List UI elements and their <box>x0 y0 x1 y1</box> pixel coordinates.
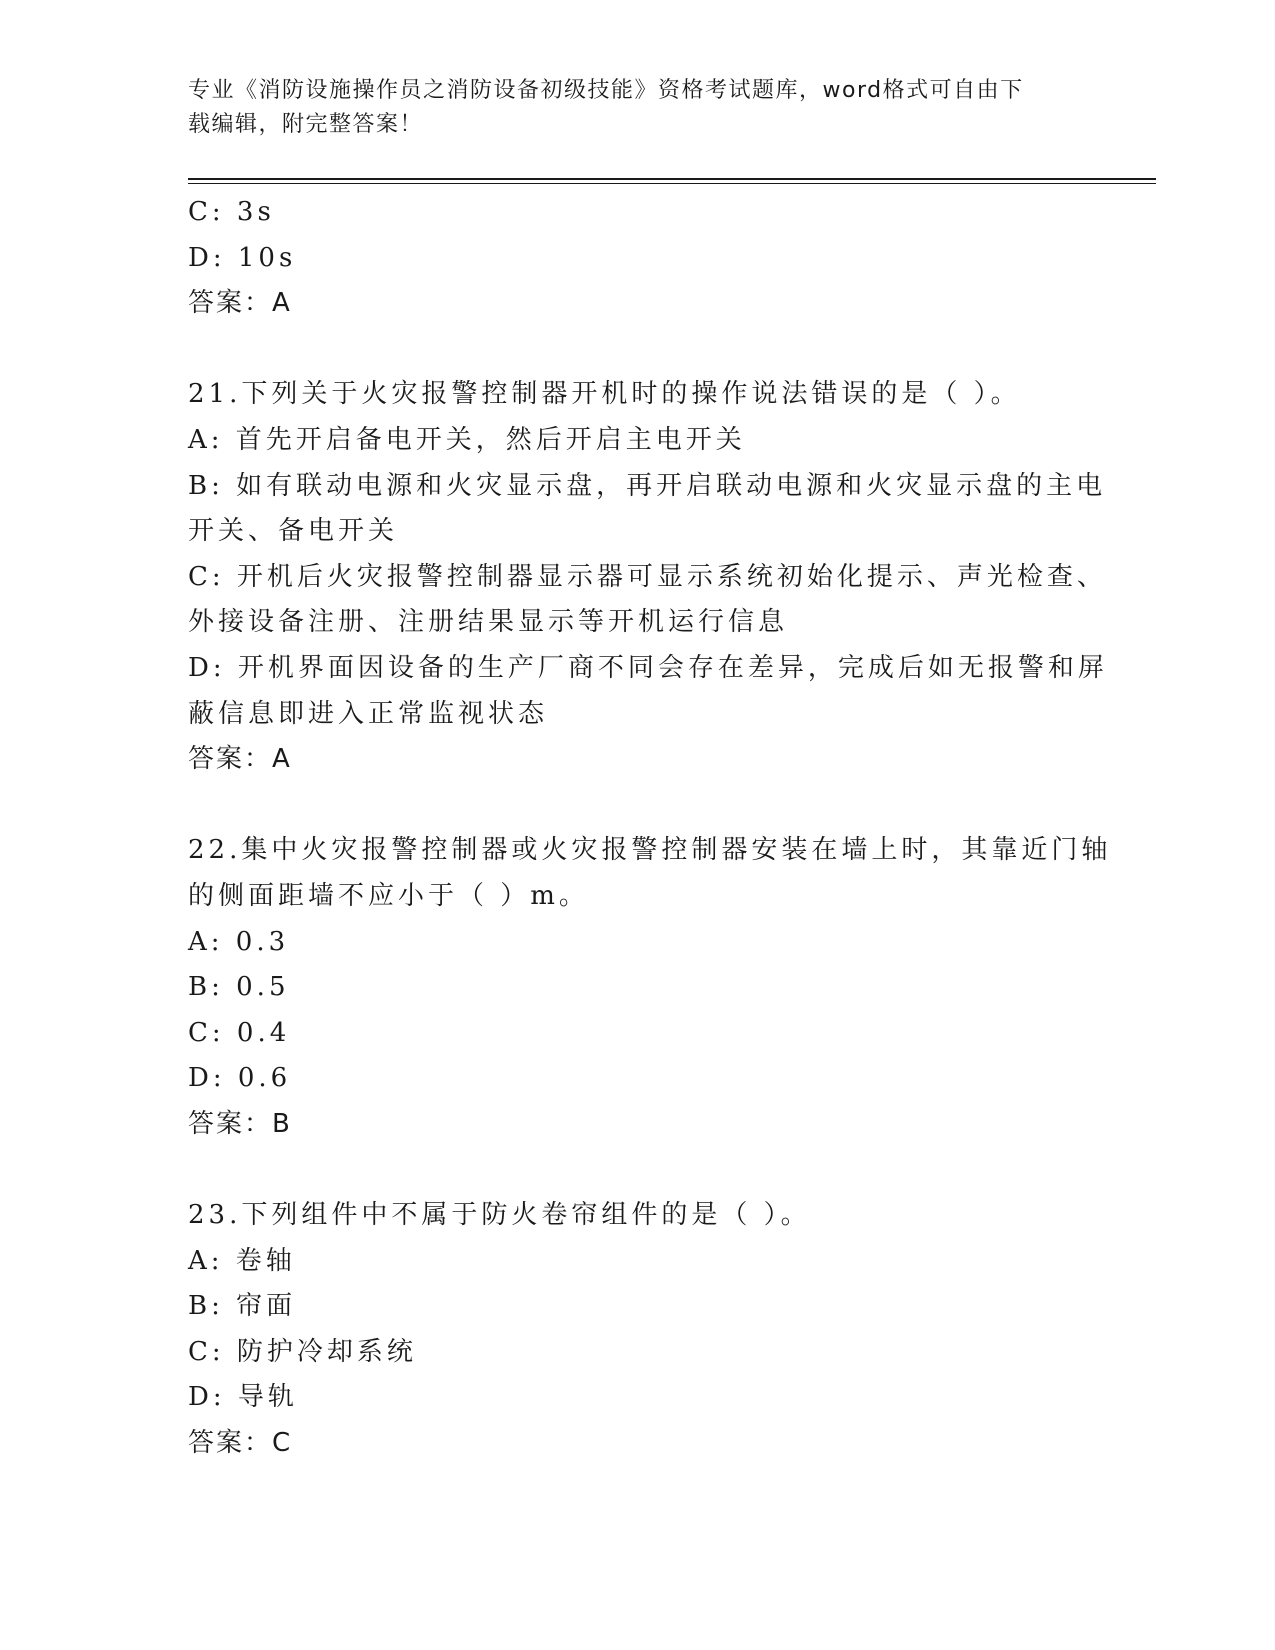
option-line: A: 首先开启备电开关，然后开启主电开关 <box>188 424 746 455</box>
option-line: C: 防护冷却系统 <box>188 1336 417 1367</box>
header-divider-thin <box>188 183 1156 184</box>
document-header <box>188 74 1078 142</box>
option-line: A: 卷轴 <box>188 1245 296 1276</box>
question-content <box>188 190 1112 1467</box>
option-line: D: 导轨 <box>188 1382 298 1413</box>
question-stem: 23.下列组件中不属于防火卷帘组件的是（ ）。 <box>188 1200 811 1231</box>
option-line: C: 3s <box>188 197 275 227</box>
header-divider-thick <box>188 178 1156 180</box>
question-stem-continued: 的侧面距墙不应小于（ ）m。 <box>188 880 589 911</box>
question-stem: 22.集中火灾报警控制器或火灾报警控制器安装在墙上时，其靠近门轴 <box>188 835 1112 866</box>
answer-line: 答案：B <box>188 1108 292 1139</box>
option-line: B: 0.5 <box>188 972 290 1003</box>
answer-line: 答案：A <box>188 744 292 775</box>
option-line: C: 开机后火灾报警控制器显示器可显示系统初始化提示、声光检查、 <box>188 561 1107 592</box>
option-line: D: 开机界面因设备的生产厂商不同会存在差异，完成后如无报警和屏 <box>188 652 1108 683</box>
spacer <box>188 783 1078 829</box>
option-line: C: 0.4 <box>188 1017 291 1048</box>
answer-line: 答案：A <box>188 288 292 319</box>
spacer <box>188 327 1078 373</box>
answer-line: 答案：C <box>188 1428 293 1459</box>
question-22 <box>188 828 1112 1147</box>
question-21 <box>188 372 1108 782</box>
spacer <box>188 1147 1078 1193</box>
option-line-continued: 开关、备电开关 <box>188 516 399 547</box>
question-stem: 21.下列关于火灾报警控制器开机时的操作说法错误的是（ ）。 <box>188 379 1021 410</box>
option-line: B: 如有联动电源和火灾显示盘，再开启联动电源和火灾显示盘的主电 <box>188 470 1107 501</box>
prev-question-block <box>188 190 1078 327</box>
option-line-continued: 外接设备注册、注册结果显示等开机运行信息 <box>188 607 789 638</box>
option-line: B: 帘面 <box>188 1291 297 1322</box>
option-line: D: 10s <box>188 242 297 273</box>
header-line-2: 载编辑，附完整答案！ <box>188 112 424 137</box>
option-line: A: 0.3 <box>188 926 290 957</box>
option-line: D: 0.6 <box>188 1063 292 1094</box>
question-23 <box>188 1193 1078 1467</box>
option-line-continued: 蔽信息即进入正常监视状态 <box>188 698 549 729</box>
header-line-1: 专业《消防设施操作员之消防设备初级技能》资格考试题库，word格式可自由下 <box>188 78 1024 103</box>
